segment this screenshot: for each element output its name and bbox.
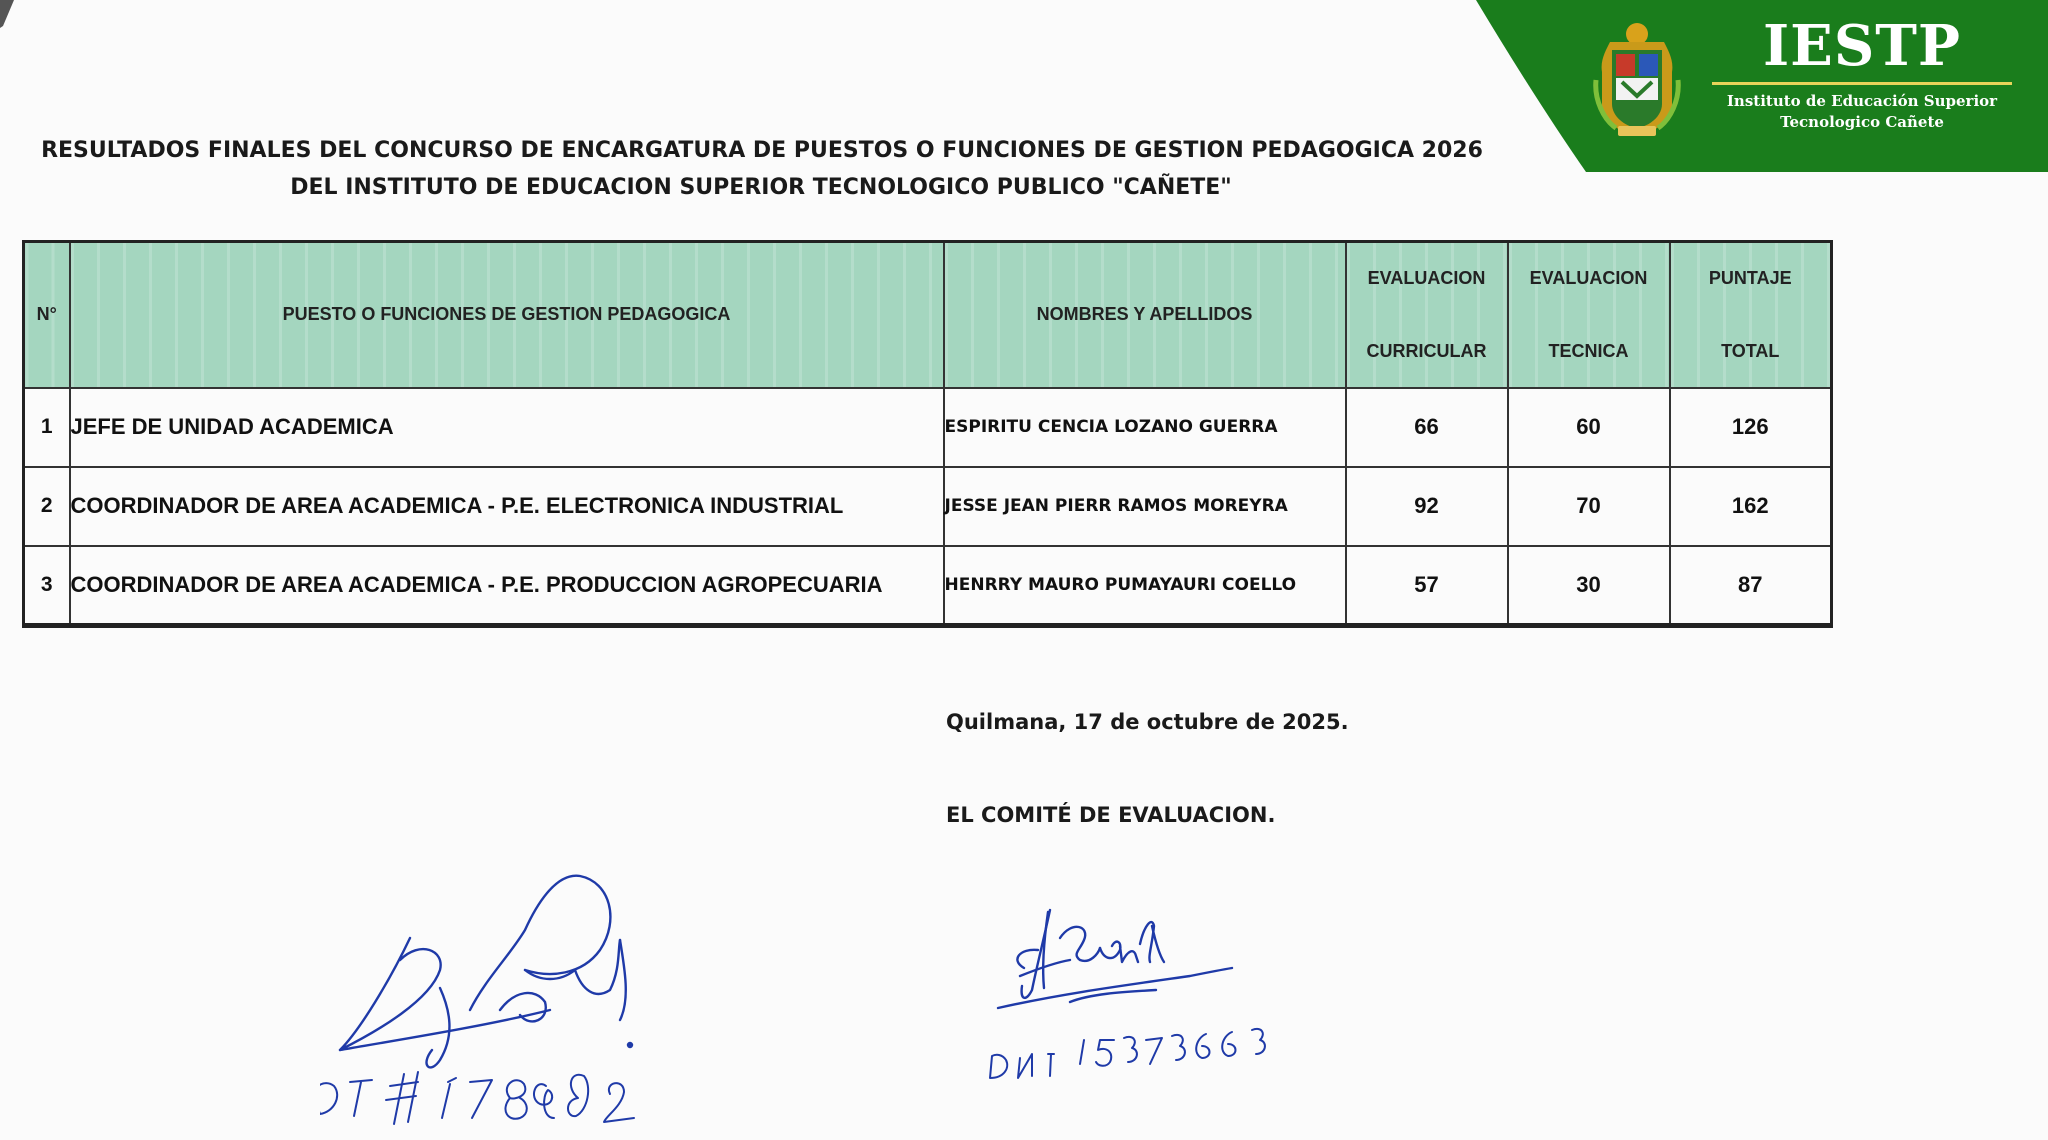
row-number: 1: [24, 388, 70, 467]
header-tecnica: [1508, 242, 1670, 388]
row-curricular-score: 57: [1346, 546, 1508, 625]
row-number: 2: [24, 467, 70, 546]
committee-label: EL COMITÉ DE EVALUACION.: [946, 803, 1276, 827]
scan-corner-mark: [0, 0, 16, 28]
row-name: JESSE JEAN PIERR RAMOS MOREYRA: [944, 467, 1346, 546]
table-row: [24, 546, 1832, 625]
header-curricular-top: EVALUACION: [1367, 267, 1486, 288]
row-tecnica-score: 30: [1508, 546, 1670, 625]
row-tecnica-score: 60: [1508, 388, 1670, 467]
row-total-score: 87: [1670, 546, 1832, 625]
signature-2-drawing: [980, 890, 1280, 1100]
header-curricular: [1346, 242, 1508, 388]
row-curricular-score: 92: [1346, 467, 1508, 546]
table-row: [24, 388, 1832, 467]
brand-name: IESTP: [1762, 13, 1962, 79]
results-table: [22, 240, 1833, 628]
row-post: JEFE DE UNIDAD ACADEMICA: [70, 388, 944, 467]
table-row: [24, 467, 1832, 546]
institute-crest-icon: [1592, 20, 1682, 138]
row-total-score: 126: [1670, 388, 1832, 467]
brand-subtitle-line2: Tecnologico Cañete: [1780, 113, 1944, 131]
header-curricular-bottom: CURRICULAR: [1366, 340, 1487, 361]
row-name: HENRRY MAURO PUMAYAURI COELLO: [944, 546, 1346, 625]
row-name: ESPIRITU CENCIA LOZANO GUERRA: [944, 388, 1346, 467]
document-title-line2: DEL INSTITUTO DE EDUCACION SUPERIOR TECNOLOGICO PUBLICO "CAÑETE": [290, 175, 1232, 200]
header-total-bottom: TOTAL: [1721, 340, 1780, 361]
brand-block: [1712, 14, 2012, 133]
row-post: COORDINADOR DE AREA ACADEMICA - P.E. PRODUCCION AGROPECUARIA: [70, 546, 944, 625]
row-post: COORDINADOR DE AREA ACADEMICA - P.E. ELECTRONICA INDUSTRIAL: [70, 467, 944, 546]
header-post: PUESTO O FUNCIONES DE GESTION PEDAGOGICA: [70, 242, 944, 388]
header-total-top: PUNTAJE: [1708, 267, 1792, 288]
header-total: [1670, 242, 1832, 388]
header-number: N°: [24, 242, 70, 388]
place-date: Quilmana, 17 de octubre de 2025.: [946, 710, 1349, 734]
header-tecnica-top: EVALUACION: [1529, 267, 1648, 288]
row-tecnica-score: 70: [1508, 467, 1670, 546]
header-name: NOMBRES Y APELLIDOS: [944, 242, 1346, 388]
signature-1-drawing: [320, 860, 740, 1140]
row-curricular-score: 66: [1346, 388, 1508, 467]
row-number: 3: [24, 546, 70, 625]
brand-subtitle-line1: Instituto de Educación Superior: [1726, 92, 1998, 110]
header-tecnica-bottom: TECNICA: [1548, 340, 1629, 361]
table-header-row: [24, 242, 1832, 388]
brand-divider: [1712, 82, 2012, 85]
row-total-score: 162: [1670, 467, 1832, 546]
document-title-line1: RESULTADOS FINALES DEL CONCURSO DE ENCARGATURA DE PUESTOS O FUNCIONES DE GESTION PEDAGOGICA 2026: [41, 138, 1483, 163]
